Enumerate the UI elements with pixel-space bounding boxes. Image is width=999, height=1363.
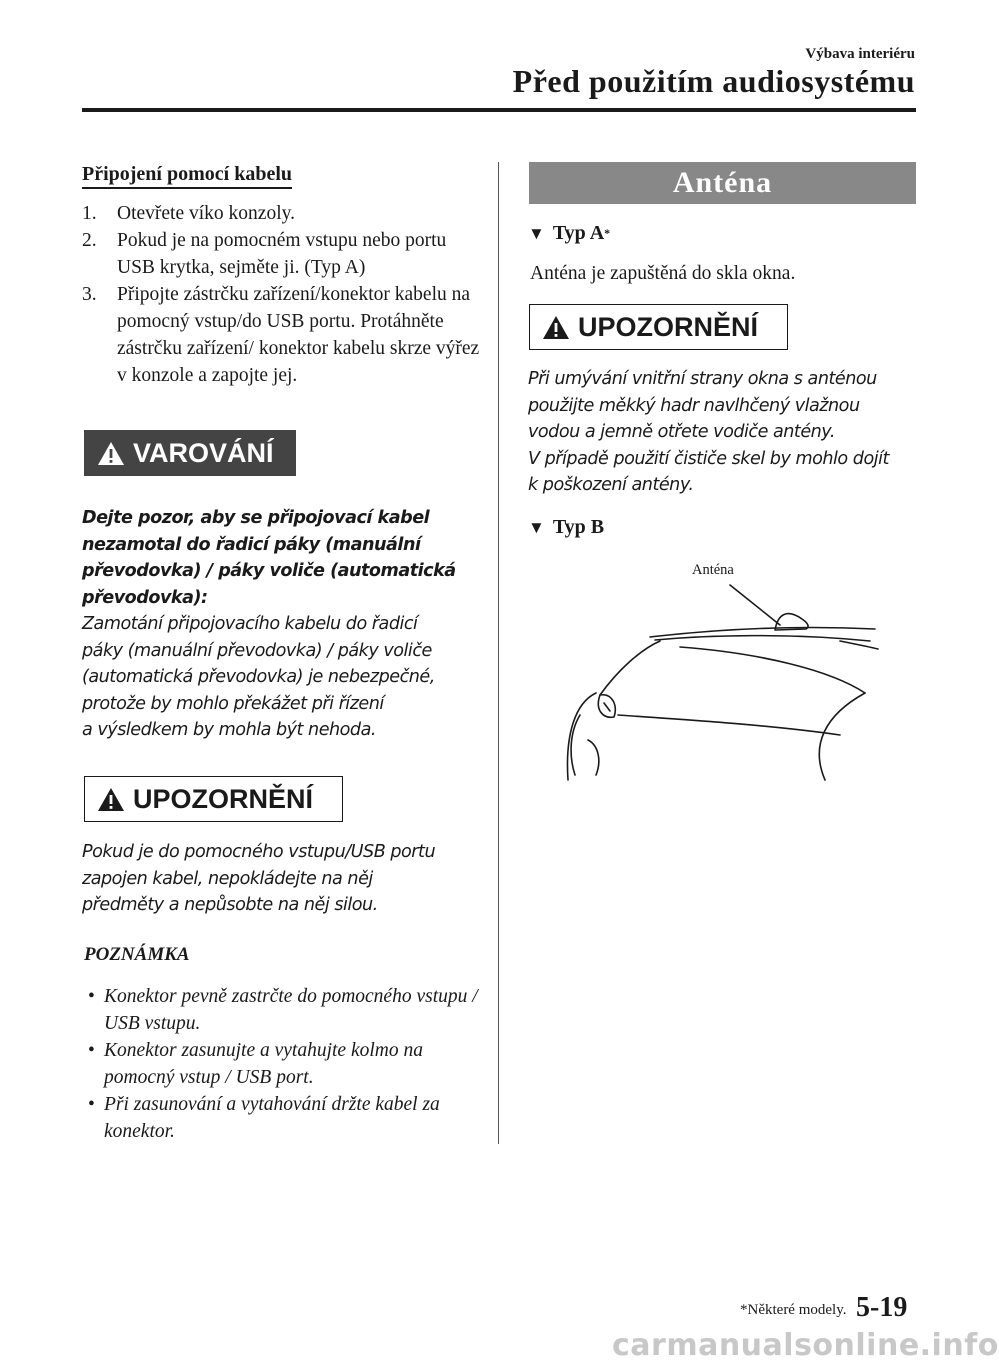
figure-label-antenna: Anténa bbox=[692, 562, 734, 578]
warning-line: páky (manuální převodovka) / páky voliče bbox=[82, 640, 432, 661]
note-text: Konektor pevně zastrčte do pomocného vstupu / USB vstupu. bbox=[104, 986, 478, 1034]
type-a-text: Anténa je zapuštěná do skla okna. bbox=[530, 263, 796, 284]
step-number: 1. bbox=[82, 203, 97, 224]
header-rule bbox=[82, 108, 916, 112]
warning-line: (automatická převodovka) je nebezpečné, bbox=[82, 667, 435, 687]
warning-bold-line: převodovka): bbox=[82, 587, 208, 608]
warning-bold-line: převodovka) / páky voliče (automatická bbox=[82, 561, 456, 581]
caution-text-right bbox=[528, 366, 928, 499]
step-text: Připojte zástrčku zařízení/konektor kabelu na pomocný vstup/do USB portu. Protáhněte zástrčku zařízení/ konektor kabelu skrze výřez v konzole a zapojte jej. bbox=[117, 284, 480, 386]
chapter-label: Výbava interiéru bbox=[805, 46, 915, 62]
warning-line: protože by mohlo překážet při řízení bbox=[82, 693, 384, 714]
note-title: POZNÁMKA bbox=[84, 944, 190, 965]
warning-line: Zamotání připojovacího kabelu do řadicí bbox=[82, 614, 418, 634]
step-number: 3. bbox=[82, 284, 97, 305]
note-item bbox=[84, 984, 484, 1037]
warning-triangle-icon bbox=[97, 441, 125, 466]
warning-label: VAROVÁNÍ bbox=[133, 437, 274, 468]
caution-line: V případě použití čističe skel by mohlo dojít bbox=[528, 448, 889, 469]
section-band-antenna: Anténa bbox=[529, 162, 916, 204]
bullet: • bbox=[88, 986, 95, 1007]
caution-label: UPOZORNĚNÍ bbox=[578, 311, 759, 342]
caution-line: k poškození antény. bbox=[528, 475, 694, 495]
warning-bold-line: nezamotal do řadicí páky (manuální bbox=[82, 534, 421, 555]
page-number: 5-19 bbox=[856, 1292, 908, 1323]
warning-triangle-icon bbox=[542, 315, 570, 340]
note-item bbox=[84, 1038, 484, 1091]
caution-label: UPOZORNĚNÍ bbox=[133, 783, 314, 814]
type-b-heading bbox=[528, 516, 604, 539]
caution-text-left bbox=[82, 839, 492, 919]
caution-box-left bbox=[84, 776, 343, 822]
bullet: • bbox=[88, 1094, 95, 1115]
caution-line: vodou a jemně otřete vodiče antény. bbox=[528, 422, 835, 442]
note-text: Při zasunování a vytahování držte kabel za konektor. bbox=[104, 1094, 440, 1142]
caution-line: Při umývání vnitřní strany okna s anténou bbox=[528, 369, 877, 389]
steps-list bbox=[82, 200, 482, 389]
warning-bold-line: Dejte pozor, aby se připojovací kabel bbox=[82, 508, 430, 528]
warning-triangle-icon bbox=[97, 787, 125, 812]
step-text: Otevřete víko konzoly. bbox=[117, 203, 295, 224]
type-b-label: Typ B bbox=[552, 516, 605, 538]
car-antenna-illustration bbox=[540, 575, 890, 790]
triangle-down-icon: ▼ bbox=[528, 223, 545, 243]
type-a-heading bbox=[528, 222, 610, 245]
warning-line: a výsledkem by mohla být nehoda. bbox=[82, 720, 376, 740]
note-item bbox=[84, 1092, 484, 1145]
caution-line: Pokud je do pomocného vstupu/USB portu bbox=[82, 842, 436, 862]
section-heading-cable: Připojení pomocí kabelu bbox=[82, 162, 292, 189]
type-a-label: Typ A bbox=[552, 222, 605, 244]
warning-text bbox=[82, 505, 492, 744]
caution-line: předměty a nepůsobte na něj silou. bbox=[82, 895, 378, 915]
page-title: Před použitím audiosystému bbox=[512, 63, 915, 99]
footnote-mark: * bbox=[604, 226, 611, 240]
step-item bbox=[82, 200, 482, 227]
note-list bbox=[84, 984, 484, 1146]
bullet: • bbox=[88, 1040, 95, 1061]
caution-line: zapojen kabel, nepokládejte na něj bbox=[82, 868, 373, 889]
step-text: Pokud je na pomocném vstupu nebo portu USB krytka, sejměte ji. (Typ A) bbox=[117, 230, 447, 278]
triangle-down-icon: ▼ bbox=[528, 517, 545, 537]
step-number: 2. bbox=[82, 230, 97, 251]
caution-line: použijte měkký hadr navlhčený vlažnou bbox=[528, 395, 860, 416]
watermark: carmanualsonline.info bbox=[612, 1328, 999, 1363]
note-text: Konektor zasunujte a vytahujte kolmo na pomocný vstup / USB port. bbox=[104, 1040, 423, 1088]
step-item bbox=[82, 281, 482, 389]
column-divider bbox=[498, 162, 499, 1144]
footnote: *Některé modely. bbox=[740, 1302, 847, 1318]
warning-box bbox=[84, 430, 296, 476]
step-item bbox=[82, 227, 482, 281]
caution-box-right bbox=[529, 304, 788, 350]
